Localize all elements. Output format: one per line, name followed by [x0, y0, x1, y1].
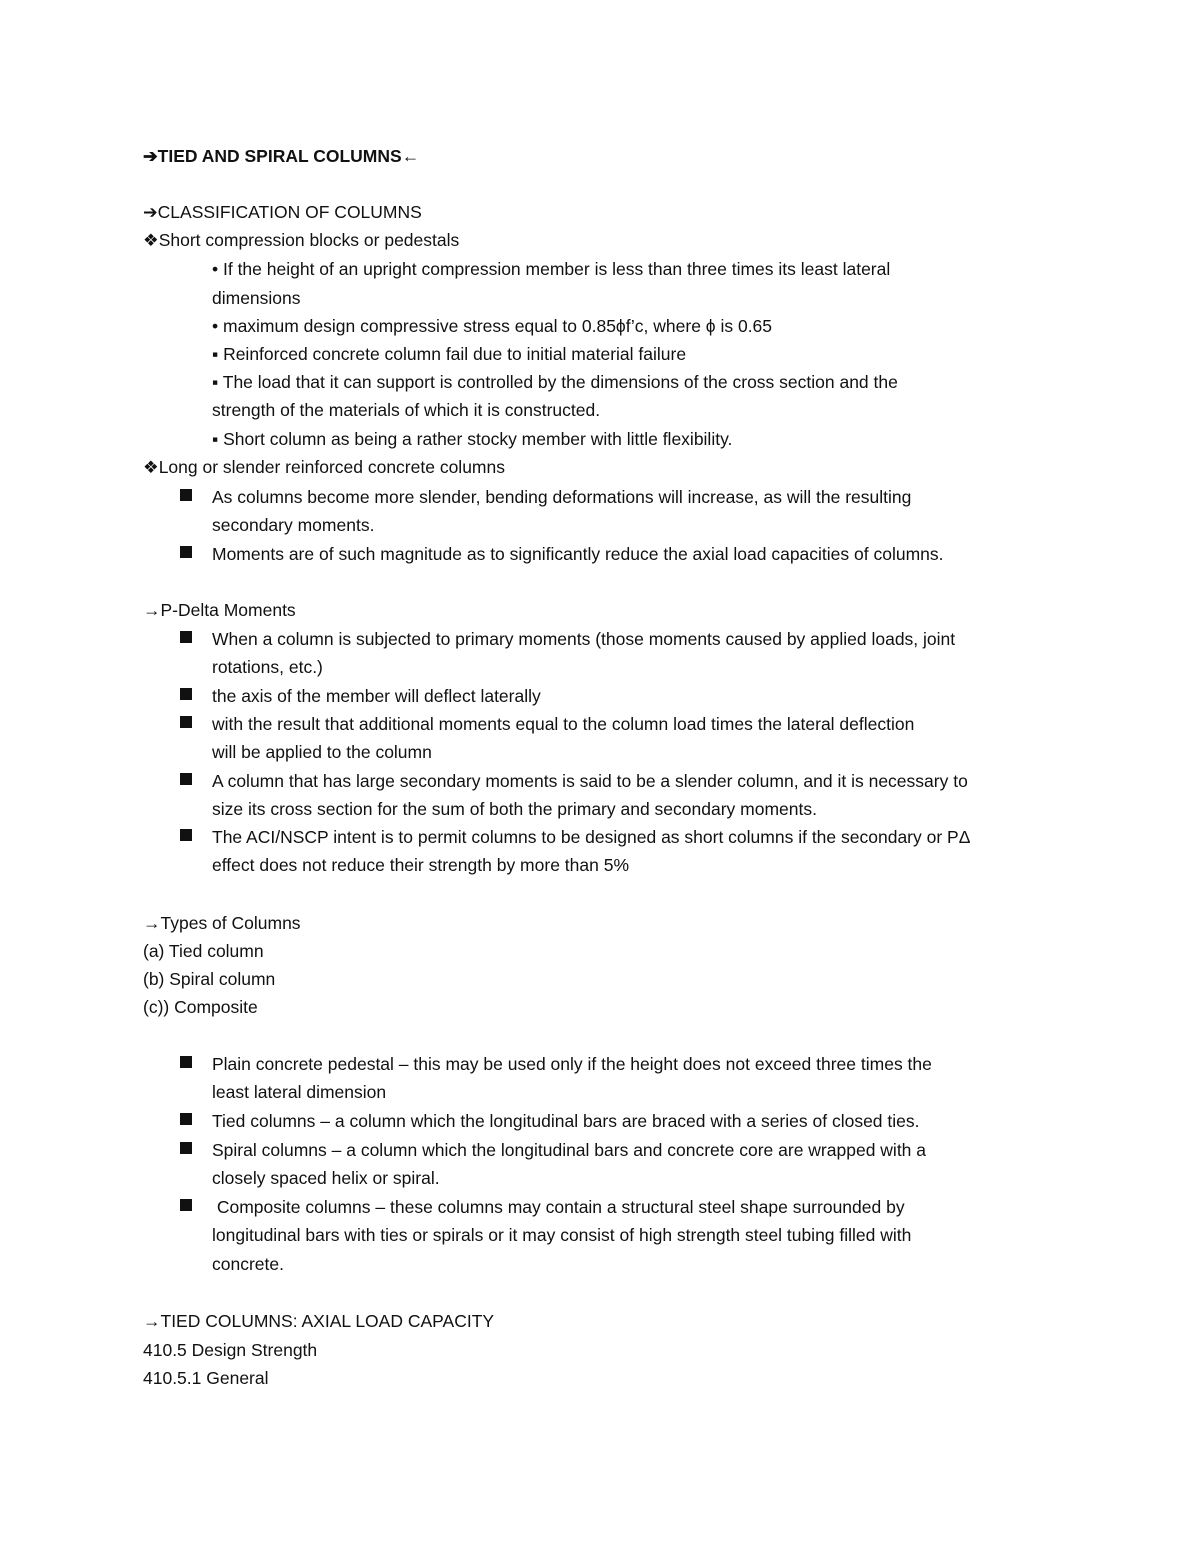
types-bullet-4b: longitudinal bars with ties or spirals or it may consist of high strength steel tubing filled with — [212, 1225, 912, 1245]
short-line-2: dimensions — [212, 288, 301, 308]
types-bullet-3a: Spiral columns – a column which the longitudinal bars and concrete core are wrapped with a — [212, 1140, 927, 1160]
pdelta-bullet-3a: with the result that additional moments equal to the column load times the lateral deflection — [212, 714, 915, 734]
pdelta-bullet-4a: A column that has large secondary moments is said to be a slender column, and it is necessary to — [212, 771, 968, 791]
pdelta-bullet-5a: The ACI/NSCP intent is to permit columns to be designed as short columns if the secondary or PΔ — [212, 827, 971, 847]
tied-columns-heading: →TIED COLUMNS: AXIAL LOAD CAPACITY — [143, 1311, 495, 1331]
square-bullet-icon — [180, 829, 192, 841]
short-columns-heading: ❖Short compression blocks or pedestals — [143, 230, 460, 250]
pdelta-bullet-2: the axis of the member will deflect laterally — [212, 686, 541, 706]
short-line-7: ▪ Short column as being a rather stocky member with little flexibility. — [212, 429, 733, 449]
short-line-5: ▪ The load that it can support is controlled by the dimensions of the cross section and the — [212, 372, 898, 392]
pdelta-bullet-5b: effect does not reduce their strength by more than 5% — [212, 855, 630, 875]
square-bullet-icon — [180, 773, 192, 785]
types-item-b: (b) Spiral column — [143, 969, 276, 989]
pdelta-bullet-4b: size its cross section for the sum of both the primary and secondary moments. — [212, 799, 817, 819]
types-bullet-3b: closely spaced helix or spiral. — [212, 1168, 440, 1188]
design-strength-section: 410.5 Design Strength — [143, 1340, 318, 1360]
pdelta-bullet-1a: When a column is subjected to primary moments (those moments caused by applied loads, joint — [212, 629, 956, 649]
square-bullet-icon — [180, 1056, 192, 1068]
long-bullet-1a: As columns become more slender, bending deformations will increase, as will the resulting — [212, 487, 912, 507]
types-item-c: (c)) Composite — [143, 997, 258, 1017]
pdelta-heading: →P-Delta Moments — [143, 600, 296, 620]
square-bullet-icon — [180, 716, 192, 728]
classification-heading: ➔CLASSIFICATION OF COLUMNS — [143, 202, 422, 222]
square-bullet-icon — [180, 1199, 192, 1211]
short-line-3: • maximum design compressive stress equal to 0.85ϕf’c, where ϕ is 0.65 — [212, 316, 773, 336]
types-heading: →Types of Columns — [143, 913, 301, 933]
long-bullet-1b: secondary moments. — [212, 515, 375, 535]
pdelta-bullet-1b: rotations, etc.) — [212, 657, 323, 677]
pdelta-bullet-3b: will be applied to the column — [212, 742, 432, 762]
types-bullet-2: Tied columns – a column which the longitudinal bars are braced with a series of closed ties. — [212, 1111, 920, 1131]
document-title: ➔TIED AND SPIRAL COLUMNS← — [143, 146, 420, 166]
short-line-6: strength of the materials of which it is constructed. — [212, 400, 601, 420]
general-section: 410.5.1 General — [143, 1368, 269, 1388]
square-bullet-icon — [180, 1113, 192, 1125]
long-bullet-2: Moments are of such magnitude as to significantly reduce the axial load capacities of columns. — [212, 544, 944, 564]
square-bullet-icon — [180, 688, 192, 700]
types-bullet-1b: least lateral dimension — [212, 1082, 387, 1102]
square-bullet-icon — [180, 1142, 192, 1154]
types-bullet-4a: Composite columns – these columns may contain a structural steel shape surrounded by — [212, 1197, 905, 1217]
short-line-1: • If the height of an upright compression member is less than three times its least lateral — [212, 259, 891, 279]
square-bullet-icon — [180, 631, 192, 643]
square-bullet-icon — [180, 489, 192, 501]
types-item-a: (a) Tied column — [143, 941, 264, 961]
short-line-4: ▪ Reinforced concrete column fail due to initial material failure — [212, 344, 687, 364]
types-bullet-4c: concrete. — [212, 1254, 284, 1274]
long-columns-heading: ❖Long or slender reinforced concrete columns — [143, 457, 505, 477]
types-bullet-1a: Plain concrete pedestal – this may be used only if the height does not exceed three times the — [212, 1054, 932, 1074]
square-bullet-icon — [180, 546, 192, 558]
